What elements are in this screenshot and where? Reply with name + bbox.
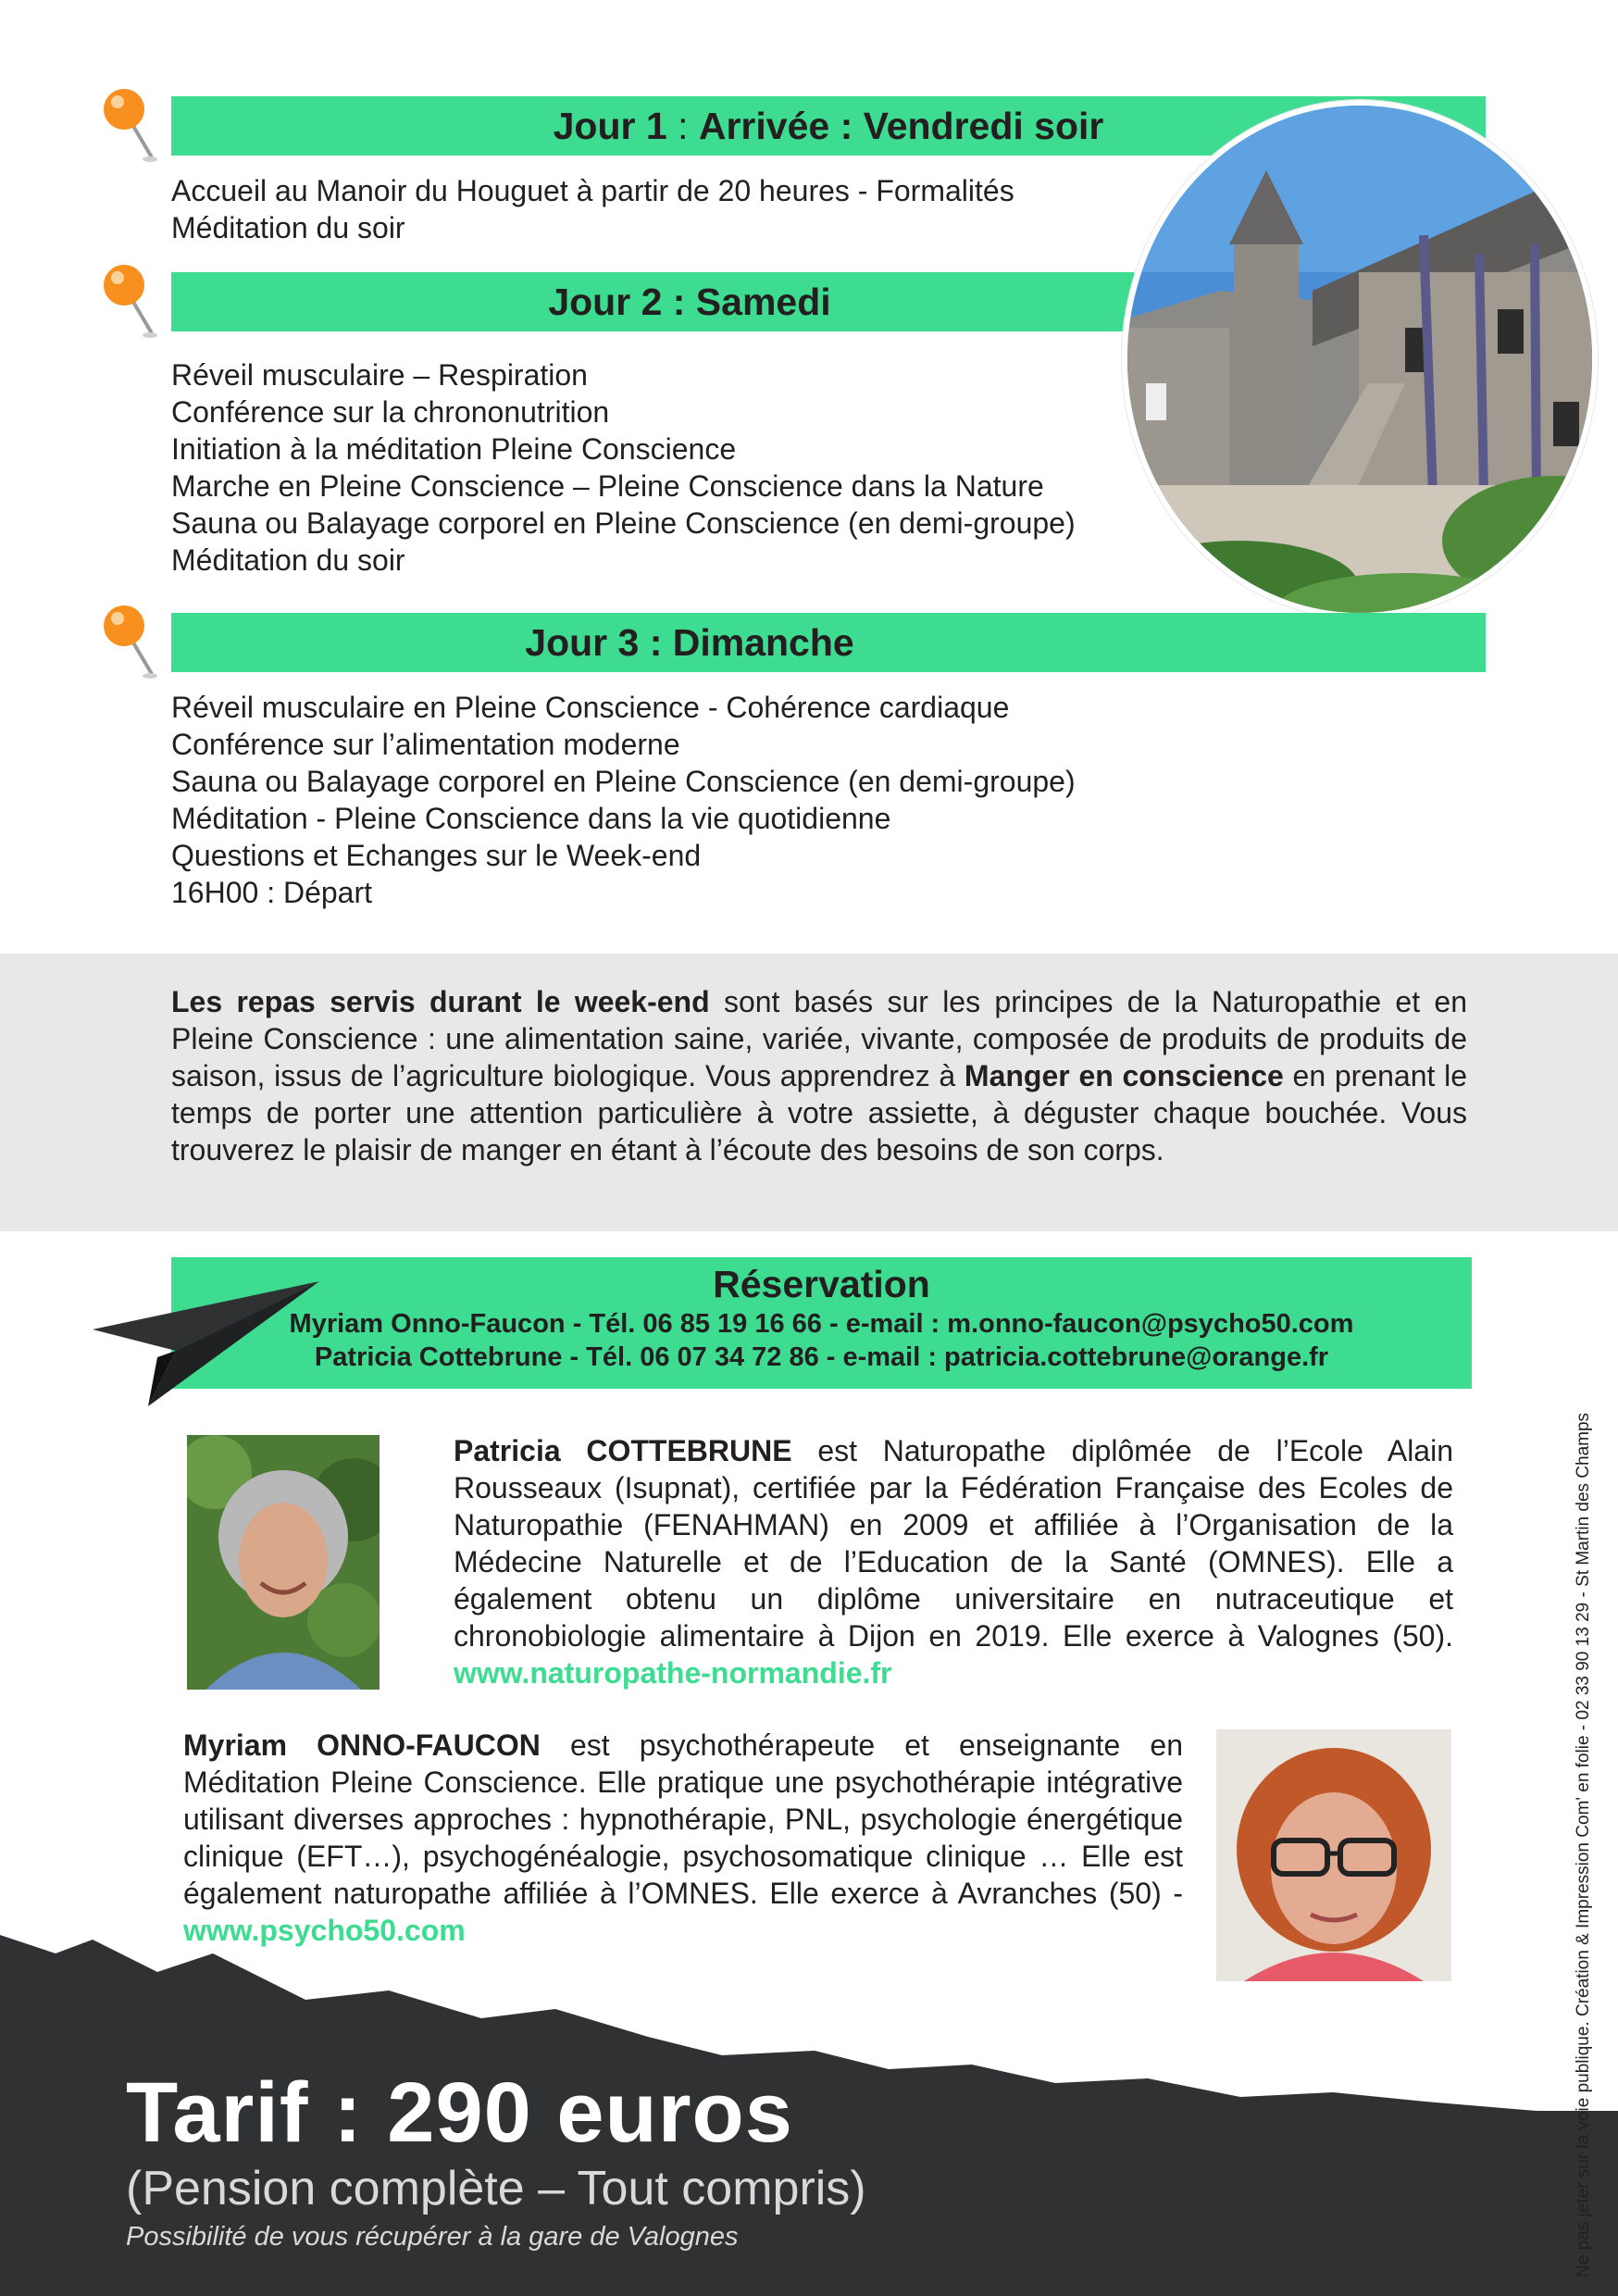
day3-header [171, 613, 1486, 672]
day2-line: Méditation du soir [171, 543, 405, 577]
meals-bold-highlight: Manger en conscience [964, 1059, 1284, 1092]
day2-title: Jour 2 : Samedi [548, 281, 831, 323]
patricia-name: Patricia COTTEBRUNE [454, 1434, 792, 1467]
myriam-website-link[interactable]: www.psycho50.com [183, 1914, 466, 1947]
patricia-bio: Patricia COTTEBRUNE est Naturopathe diplômée de l’Ecole Alain Rousseaux (Isupnat), certifiée par la Fédération Française des Ecoles de Naturopathie (FENAHMAN) en 2009 et affiliée à l’Organisation de la Médecine Naturelle et de l’Education de la Santé (OMNES). Elle a également obtenu un diplôme universitaire en nutraceutique et chronobiologie alimentaire à Dijon en 2019. Elle exerce à Valognes (50). www.naturopathe-normandie.fr [454, 1434, 1454, 1690]
reservation-title: Réservation [713, 1263, 930, 1305]
day2-header [171, 272, 1134, 331]
day1-line: Accueil au Manoir du Houguet à partir de 20 heures - Formalités [171, 174, 1014, 207]
meals-bold-lead: Les repas servis durant le week-end [171, 985, 710, 1018]
day1-program [171, 172, 1014, 246]
pushpin-icon [96, 83, 161, 167]
day1-title: Jour 1 : Arrivée : Vendredi soir [553, 105, 1104, 147]
day2-line: Conférence sur la chrononutrition [171, 395, 610, 429]
day2-line: Sauna ou Balayage corporel en Pleine Conscience (en demi-groupe) [171, 506, 1076, 540]
pushpin-icon [96, 259, 161, 343]
day2-line: Réveil musculaire – Respiration [171, 358, 588, 392]
day3-program [171, 689, 1076, 911]
day3-line: Questions et Echanges sur le Week-end [171, 839, 702, 872]
day3-line: Conférence sur l’alimentation moderne [171, 728, 680, 761]
day3-line: Méditation - Pleine Conscience dans la vie quotidienne [171, 802, 891, 835]
paper-plane-icon [93, 1281, 324, 1411]
day2-program [171, 356, 1076, 579]
manor-photo [1122, 100, 1598, 618]
pickup-note: Possibilité de vous récupérer à la gare de Valognes [126, 2222, 739, 2252]
price-details: (Pension complète – Tout compris) [126, 2162, 866, 2215]
price-heading: Tarif : 290 euros [126, 2065, 793, 2160]
reservation-contact-patricia: Patricia Cottebrune - Tél. 06 07 34 72 86 - e-mail : patricia.cottebrune@orange.fr [314, 1342, 1329, 1372]
day3-line: 16H00 : Départ [171, 876, 373, 909]
day2-line: Initiation à la méditation Pleine Conscience [171, 432, 737, 466]
day3-title: Jour 3 : Dimanche [525, 621, 854, 664]
reservation-contact-myriam: Myriam Onno-Faucon - Tél. 06 85 19 16 66 - e-mail : m.onno-faucon@psycho50.com [289, 1309, 1354, 1339]
meals-text: Les repas servis durant le week-end sont basés sur les principes de la Naturopathie et en Pleine Conscience : une alimentation saine, variée, vivante, composée de produits de produits de saison, issus de l’agriculture biologique. Vous apprendrez à Manger en conscience en prenant le temps de porter une attention particulière à votre assiette, à déguster chaque bouchée. Vous trouverez le plaisir de manger en étant à l’écoute des besoins de son corps. [171, 985, 1468, 1167]
patricia-portrait [187, 1435, 380, 1690]
myriam-bio: Myriam ONNO-FAUCON est psychothérapeute et enseignante en Méditation Pleine Conscience. Elle pratique une psychothérapie intégrative utilisant diverses approches : hypnothérapie, PNL, psychologie énergétique clinique (EFT…), psychogénéalogie, psychosomatique clinique … Elle est également naturopathe affiliée à l’OMNES. Elle exerce à Avranches (50) - www.psycho50.com [183, 1728, 1184, 1947]
patricia-website-link[interactable]: www.naturopathe-normandie.fr [454, 1656, 892, 1690]
reservation-band [171, 1257, 1472, 1389]
day3-line: Réveil musculaire en Pleine Conscience - Cohérence cardiaque [171, 691, 1010, 724]
pushpin-icon [96, 600, 161, 683]
myriam-name: Myriam ONNO-FAUCON [183, 1728, 541, 1762]
day2-line: Marche en Pleine Conscience – Pleine Conscience dans la Nature [171, 469, 1044, 503]
side-legal-note: Ne pas jeter sur la voie publique. Création & Impression Com' en folie - 02 33 90 13 29 - St Martin des Champs [1574, 1412, 1593, 2277]
day3-line: Sauna ou Balayage corporel en Pleine Conscience (en demi-groupe) [171, 765, 1076, 798]
myriam-portrait [1216, 1729, 1451, 1981]
day1-line: Méditation du soir [171, 211, 405, 244]
